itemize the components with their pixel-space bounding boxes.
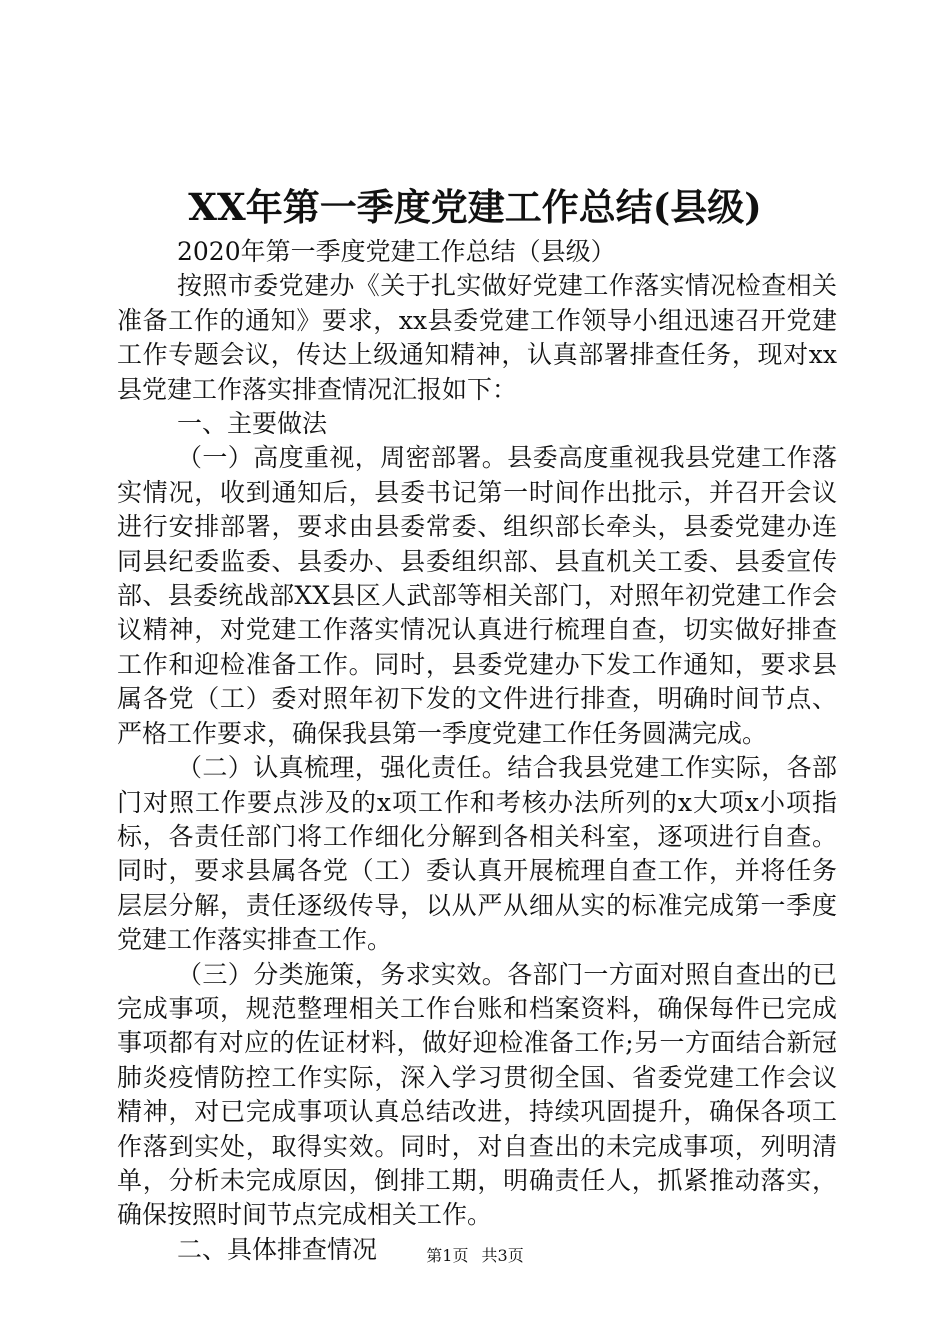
intro-paragraph: 按照市委党建办《关于扎实做好党建工作落实情况检查相关准备工作的通知》要求，xx县委党建工作领导小组迅速召开党建工作专题会议，传达上级通知精神，认真部署排查任务，现对xx县党建工作落实排查情况汇报如下： (117, 271, 837, 404)
page-number: 第1页 (426, 1246, 469, 1265)
page-footer (0, 1245, 950, 1267)
method-paragraph-2: （二）认真梳理，强化责任。结合我县党建工作实际，各部门对照工作要点涉及的x项工作和考核办法所列的x大项x小项指标，各责任部门将工作细化分解到各相关科室，逐项进行自查。同时，要求县属各党（工）委认真开展梳理自查工作，并将任务层层分解，责任逐级传导，以从严从细从实的标准完成第一季度党建工作落实排查工作。 (117, 753, 837, 955)
section-heading-inspection: 二、具体排查情况 (177, 1234, 378, 1264)
page-total: 共3页 (481, 1246, 524, 1265)
subtitle-paragraph: 2020年第一季度党建工作总结（县级） (177, 237, 616, 266)
document-title: XX年第一季度党建工作总结(县级) (188, 185, 762, 229)
document-body (117, 235, 837, 1267)
section-heading-main-methods: 一、主要做法 (177, 409, 328, 439)
method-paragraph-3: （三）分类施策，务求实效。各部门一方面对照自查出的已完成事项，规范整理相关工作台账和档案资料，确保每件已完成事项都有对应的佐证材料，做好迎检准备工作;另一方面结合新冠肺炎疫情防控工作实际，深入学习贯彻全国、省委党建工作会议精神，对已完成事项认真总结改进，持续巩固提升，确保各项工作落到实处，取得实效。同时，对自查出的未完成事项，列明清单，分析未完成原因，倒排工期，明确责任人，抓紧推动落实，确保按照时间节点完成相关工作。 (117, 959, 837, 1230)
method-paragraph-1: （一）高度重视，周密部署。县委高度重视我县党建工作落实情况，收到通知后，县委书记第一时间作出批示，并召开会议进行安排部署，要求由县委常委、组织部长牵头，县委党建办连同县纪委监委、县委办、县委组织部、县直机关工委、县委宣传部、县委统战部XX县区人武部等相关部门，对照年初党建工作会议精神，对党建工作落实情况认真进行梳理自查，切实做好排查工作和迎检准备工作。同时，县委党建办下发工作通知，要求县属各党（工）委对照年初下发的文件进行排查，明确时间节点、严格工作要求，确保我县第一季度党建工作任务圆满完成。 (117, 443, 837, 748)
